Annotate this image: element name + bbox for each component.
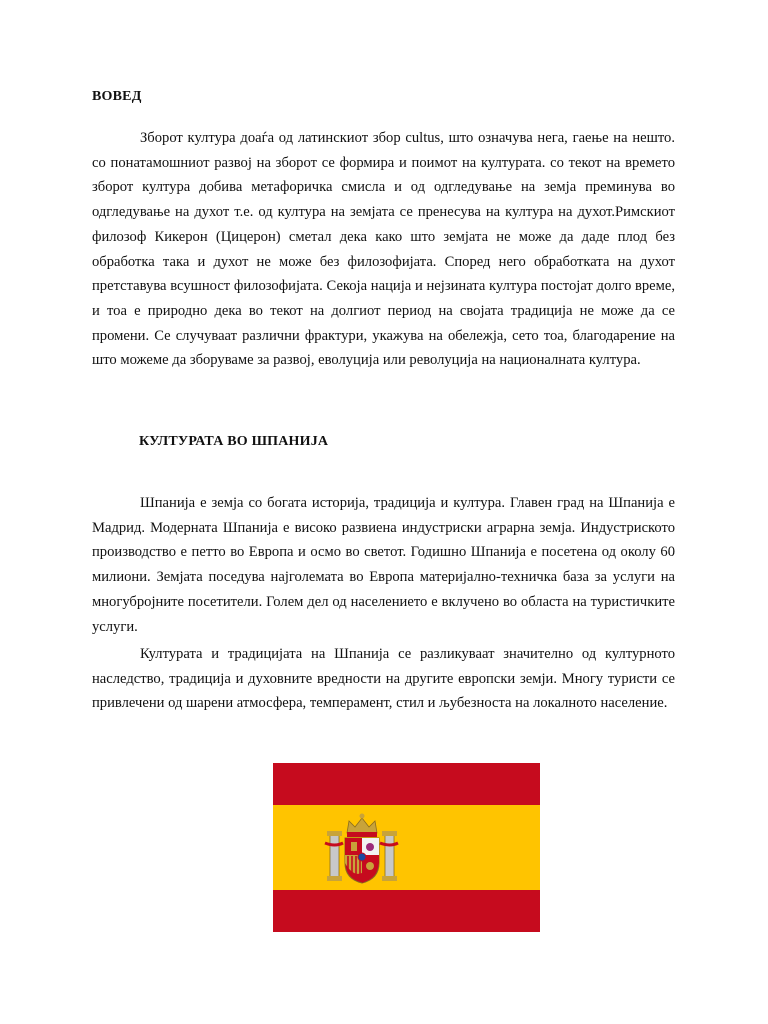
heading-spain: КУЛТУРАТА ВО ШПАНИЈА xyxy=(139,434,329,449)
flag-stripe-bottom xyxy=(273,890,540,932)
heading-intro: ВОВЕД xyxy=(92,89,142,104)
spain-flag-icon xyxy=(273,763,540,932)
flag-stripe-middle xyxy=(273,805,540,890)
spain-paragraph-1: Шпанија е земја со богата историја, традиција и култура. Главен град на Шпанија е Мадрид. Модерната Шпанија е високо развиена индустриски аграрна земја. Индустриското производство е петто во Европа и осмо во светот. Годишно Шпанија е посетена од околу 60 милиони. Земјата поседува најголемата во Европа материјално-техничка база за услуги на многубројните посетители. Голем дел од населението е вклучено во областа на туристичките услуги. xyxy=(92,495,675,635)
flag-stripe-top xyxy=(273,763,540,805)
intro-paragraph: Зборот култура доаѓа од латинскиот збор cultus, што означува нега, гаење на нешто. со понатамошниот развој на зборот се формира и поимот на културата. со текот на времето зборот култура добива метафоричка смисла и од одгледување на земја преминува во одгледување на духот т.е. од култура на земјата се пренесува на култура на духот.Римскиот филозоф Кикерон (Цицерон) сметал дека како што земјата не може да даде плод без обработка така и духот не може без филозофијата. Според него обработката на духот претставува всушност филозофијата. Секоја нација и нејзината култура постојат долго време, и тоа е природно дека во текот на долгиот период на својата традиција не може да се промени. Се случуваат различни фрактури, укажува на обележја, сето тоа, благодарение на што можеме да зборуваме за развој, еволуција или револуција на националната култура. xyxy=(92,130,675,369)
spain-paragraph-2: Културата и традицијата на Шпанија се разликуваат значително од културното наследство, традиција и духовните вредности на другите европски земји. Многу туристи се привлечени од шарени атмосфера, темперамент, стил и љубезноста на локалното население. xyxy=(92,646,675,712)
